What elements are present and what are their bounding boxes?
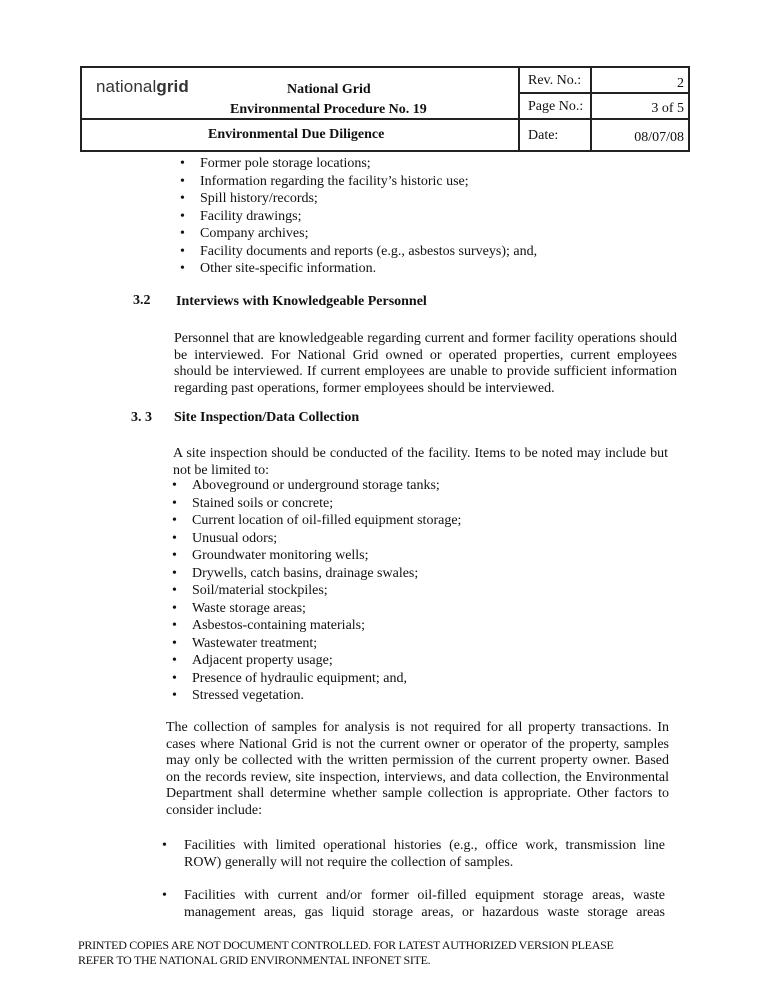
list-item: • Wastewater treatment; bbox=[172, 635, 318, 651]
footer-line: PRINTED COPIES ARE NOT DOCUMENT CONTROLLED. FOR LATEST AUTHORIZED VERSION PLEASE bbox=[78, 938, 614, 952]
site-inspection-list bbox=[172, 477, 462, 705]
list-item: • Current location of oil-filled equipment storage; bbox=[172, 513, 462, 528]
list-item: • Stressed vegetation. bbox=[172, 688, 304, 703]
list-item: • Drywells, catch basins, drainage swales; bbox=[172, 565, 419, 581]
list-item: • Former pole storage locations; bbox=[180, 156, 371, 171]
section-heading: Site Inspection/Data Collection bbox=[174, 410, 360, 425]
page-value: 3 of 5 bbox=[651, 101, 684, 116]
list-item: • Groundwater monitoring wells; bbox=[172, 548, 369, 563]
rev-label: Rev. No.: bbox=[528, 73, 582, 88]
header-column-divider bbox=[590, 68, 592, 150]
date-value: 08/07/08 bbox=[634, 130, 684, 145]
sampling-paragraph: The collection of samples for analysis is not required for all property transactions. In cases where National Grid is not the current owner or operator of the property, samples may only be collected with the written permission of the current property owner. Based on the records review, site inspection, interviews, and data collection, the Environmental Department shall determine whether sample collection is appropriate. Other factors to consider include: bbox=[166, 720, 669, 818]
list-item: • Information regarding the facility’s historic use; bbox=[180, 173, 469, 189]
list-item: • Waste storage areas; bbox=[172, 600, 306, 616]
section-heading: Interviews with Knowledgeable Personnel bbox=[176, 294, 427, 309]
list-item: • Other site-specific information. bbox=[180, 261, 377, 276]
section-number: 3.2 bbox=[133, 293, 151, 308]
factor-item: • Facilities with limited operational histories (e.g., office work, transmission line ROW) generally will not require the collection of samples. bbox=[162, 838, 665, 870]
list-item: • Soil/material stockpiles; bbox=[172, 583, 328, 598]
footer-line: REFER TO THE NATIONAL GRID ENVIRONMENTAL INFONET SITE. bbox=[78, 953, 431, 967]
header-organization: National Grid bbox=[287, 82, 371, 97]
page-label: Page No.: bbox=[528, 99, 584, 114]
date-label: Date: bbox=[528, 128, 559, 143]
national-grid-logo: nationalgrid bbox=[96, 77, 189, 96]
header-procedure: Environmental Procedure No. 19 bbox=[230, 102, 427, 117]
section-intro: A site inspection should be conducted of the facility. Items to be noted may include but not be limited to: bbox=[173, 446, 668, 478]
list-item: • Facility documents and reports (e.g., asbestos surveys); and, bbox=[180, 243, 538, 259]
page-footer bbox=[78, 938, 613, 968]
list-item: • Presence of hydraulic equipment; and, bbox=[172, 670, 407, 686]
list-item: • Asbestos-containing materials; bbox=[172, 618, 366, 633]
list-item: • Aboveground or underground storage tanks; bbox=[172, 478, 440, 493]
document-header bbox=[80, 66, 690, 152]
header-document-title: Environmental Due Diligence bbox=[208, 127, 385, 142]
header-row-divider bbox=[518, 92, 688, 94]
section-number: 3. 3 bbox=[131, 410, 152, 425]
bullet: • bbox=[162, 838, 167, 853]
rev-value: 2 bbox=[677, 76, 684, 91]
list-item: • Facility drawings; bbox=[180, 208, 302, 224]
header-divider bbox=[82, 118, 688, 120]
factor-item: • Facilities with current and/or former oil-filled equipment storage areas, waste management areas, gas liquid storage areas, or hazardous waste storage areas bbox=[162, 888, 665, 920]
records-review-list bbox=[180, 155, 538, 278]
list-item: • Unusual odors; bbox=[172, 530, 278, 546]
list-item: • Spill history/records; bbox=[180, 191, 318, 206]
header-column-divider bbox=[518, 68, 520, 150]
bullet: • bbox=[162, 888, 167, 903]
list-item: • Company archives; bbox=[180, 226, 309, 241]
section-paragraph: Personnel that are knowledgeable regarding current and former facility operations should be interviewed. For National Grid owned or operated properties, current employees should be interviewed. If current employees are unable to provide sufficient information regarding past operations, former employees should be interviewed. bbox=[174, 331, 677, 396]
list-item: • Stained soils or concrete; bbox=[172, 495, 334, 511]
list-item: • Adjacent property usage; bbox=[172, 653, 333, 668]
